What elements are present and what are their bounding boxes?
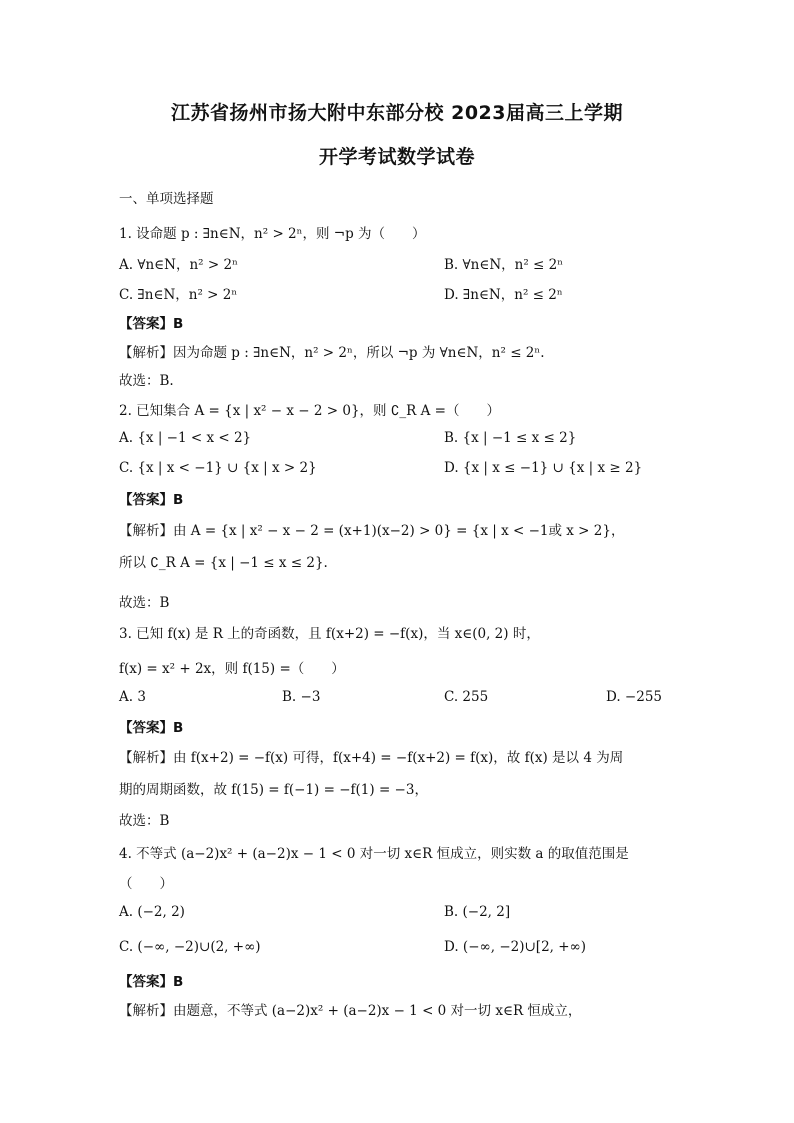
q3-stem-line-1: 3. 已知 f(x) 是 R 上的奇函数，且 f(x+2) = −f(x)，当 x∈(0, 2) 时， bbox=[119, 626, 540, 642]
q1-option-c: C. ∃n∈N，n² > 2ⁿ bbox=[119, 287, 238, 303]
q4-stem-line-1: 4. 不等式 (a−2)x² + (a−2)x − 1 < 0 对一切 x∈R 恒成立，则实数 a 的取值范围是 bbox=[119, 846, 629, 862]
q3-answer: 【答案】B bbox=[119, 720, 184, 736]
q4-option-b: B. (−2, 2] bbox=[444, 904, 511, 920]
q1-option-b: B. ∀n∈N，n² ≤ 2ⁿ bbox=[444, 257, 564, 273]
q2-stem: 2. 已知集合 A = {x | x² − x − 2 > 0}，则 ∁_R A =（ ） bbox=[119, 403, 500, 419]
q2-analysis-line-1: 【解析】由 A = {x | x² − x − 2 = (x+1)(x−2) > 0} = {x | x < −1或 x > 2}， bbox=[119, 523, 625, 539]
q3-option-c: C. 255 bbox=[444, 689, 489, 705]
document-title-line-1: 江苏省扬州市扬大附中东部分校 2023届高三上学期 bbox=[171, 102, 623, 124]
q2-analysis-line-2: 所以 ∁_R A = {x | −1 ≤ x ≤ 2}. bbox=[119, 555, 328, 571]
q4-stem-line-2: （ ） bbox=[119, 876, 173, 892]
q1-stem: 1. 设命题 p : ∃n∈N，n² > 2ⁿ，则 ¬p 为（ ） bbox=[119, 226, 426, 242]
q2-answer: 【答案】B bbox=[119, 492, 184, 508]
q2-option-d: D. {x | x ≤ −1} ∪ {x | x ≥ 2} bbox=[444, 460, 643, 476]
q3-analysis-line-2: 期的周期函数，故 f(15) = f(−1) = −f(1) = −3， bbox=[119, 782, 428, 798]
q2-option-b: B. {x | −1 ≤ x ≤ 2} bbox=[444, 430, 577, 446]
q3-analysis-line-1: 【解析】由 f(x+2) = −f(x) 可得，f(x+4) = −f(x+2) = f(x)，故 f(x) 是以 4 为周 bbox=[119, 750, 624, 766]
q2-conclusion: 故选：B bbox=[119, 595, 170, 611]
q1-option-a: A. ∀n∈N，n² > 2ⁿ bbox=[119, 257, 238, 273]
q3-stem-line-2: f(x) = x² + 2x，则 f(15) =（ ） bbox=[119, 661, 345, 677]
q1-conclusion: 故选：B. bbox=[119, 373, 174, 389]
q2-option-c: C. {x | x < −1} ∪ {x | x > 2} bbox=[119, 460, 317, 476]
q3-option-d: D. −255 bbox=[606, 689, 663, 705]
q2-option-a: A. {x | −1 < x < 2} bbox=[119, 430, 252, 446]
q1-analysis: 【解析】因为命题 p : ∃n∈N，n² > 2ⁿ，所以 ¬p 为 ∀n∈N，n² ≤ 2ⁿ. bbox=[119, 345, 545, 361]
q4-option-d: D. (−∞, −2)∪[2, +∞) bbox=[444, 939, 587, 955]
q1-option-d: D. ∃n∈N，n² ≤ 2ⁿ bbox=[444, 287, 563, 303]
document-title-line-2: 开学考试数学试卷 bbox=[318, 146, 475, 168]
q3-option-b: B. −3 bbox=[282, 689, 321, 705]
q4-analysis: 【解析】由题意，不等式 (a−2)x² + (a−2)x − 1 < 0 对一切 x∈R 恒成立， bbox=[119, 1003, 582, 1019]
section-heading: 一、单项选择题 bbox=[119, 191, 214, 207]
q3-option-a: A. 3 bbox=[119, 689, 146, 705]
q1-answer: 【答案】B bbox=[119, 316, 184, 332]
q4-answer: 【答案】B bbox=[119, 974, 184, 990]
q4-option-c: C. (−∞, −2)∪(2, +∞) bbox=[119, 939, 261, 955]
q4-option-a: A. (−2, 2) bbox=[119, 904, 185, 920]
q3-conclusion: 故选：B bbox=[119, 813, 170, 829]
